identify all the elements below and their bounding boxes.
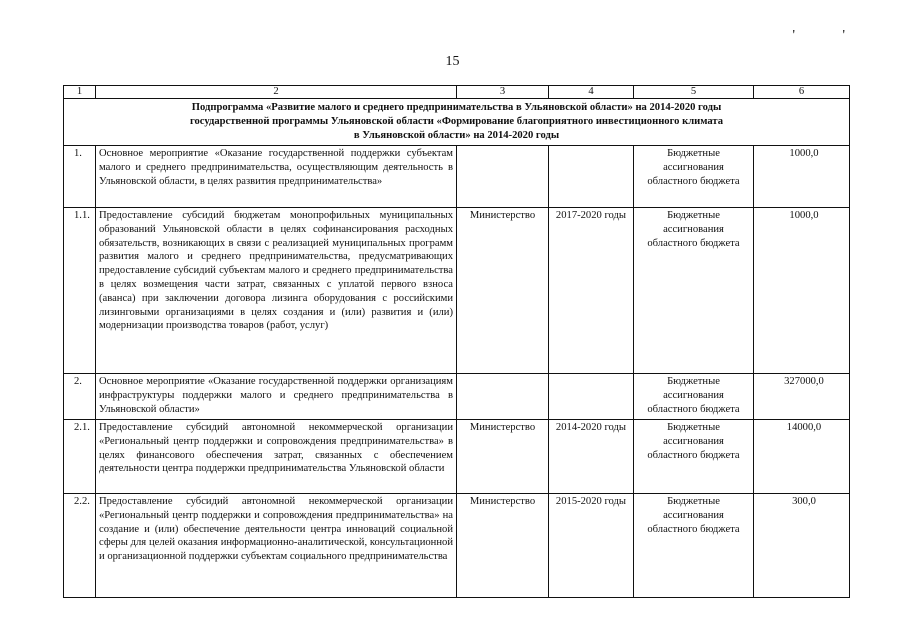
row-period: 2014-2020 годы	[549, 420, 634, 494]
row-description: Предоставление субсидий автономной некоммерческой организации «Региональный центр поддержки и сопровождения предпринимательства» в целях финансового обеспечения затрат, связанных с обеспечением деятельности центра поддержки предпринимательства Ульяновской области	[96, 420, 457, 494]
table-row	[64, 146, 850, 208]
row-description: Основное мероприятие «Оказание государственной поддержки субъектам малого и среднего предпринимательства, осуществляющим деятельность в Ульяновской области, в целях развития предпринимательства»	[96, 146, 457, 208]
row-description: Предоставление субсидий бюджетам монопрофильных муниципальных образований Ульяновской области в целях софинансирования расходных обязательств, возникающих в связи с реализацией муниципальных программ развития малого и среднего предпринимательства, предусматривающих предоставление субсидий субъектам малого и среднего предпринимательства в целях возмещения части затрат, связанных с уплатой первого взноса (аванса) при заключении договора лизинга оборудования с российскими лизинговыми организациями в целях создания и (или) развития и (или) модернизации производства товаров (работ, услуг)	[96, 208, 457, 374]
row-amount: 1000,0	[754, 208, 850, 374]
row-executor	[457, 146, 549, 208]
table-row	[64, 494, 850, 598]
column-number: 2	[96, 86, 457, 99]
corner-marks: ' '	[792, 28, 867, 43]
row-period: 2015-2020 годы	[549, 494, 634, 598]
subprogram-title-line: в Ульяновской области» на 2014-2020 годы	[353, 130, 560, 141]
row-period: 2017-2020 годы	[549, 208, 634, 374]
row-amount: 14000,0	[754, 420, 850, 494]
column-number: 1	[64, 86, 96, 99]
row-number: 1.1.	[64, 208, 96, 374]
table-row	[64, 208, 850, 374]
subprogram-title-row	[64, 99, 850, 146]
row-description: Основное мероприятие «Оказание государственной поддержки организациям инфраструктуры поддержки малого и среднего предпринимательства в Ульяновской области»	[96, 374, 457, 420]
subprogram-title	[64, 99, 850, 146]
row-description: Предоставление субсидий автономной некоммерческой организации «Региональный центр поддержки и сопровождения предпринимательства» на создание и (или) обеспечение деятельности центра инноваций социальной сферы для целей оказания информационно-аналитической, консультационной и организационной поддержки субъектам социального предпринимательства	[96, 494, 457, 598]
table-row	[64, 420, 850, 494]
column-number: 4	[549, 86, 634, 99]
row-amount: 327000,0	[754, 374, 850, 420]
table-row	[64, 374, 850, 420]
row-number: 2.2.	[64, 494, 96, 598]
row-funding-source: Бюджетные ассигнования областного бюджета	[634, 208, 754, 374]
row-executor: Министерство	[457, 208, 549, 374]
row-funding-source: Бюджетные ассигнования областного бюджета	[634, 420, 754, 494]
row-funding-source: Бюджетные ассигнования областного бюджета	[634, 146, 754, 208]
row-executor	[457, 374, 549, 420]
column-number: 3	[457, 86, 549, 99]
row-funding-source: Бюджетные ассигнования областного бюджета	[634, 374, 754, 420]
row-executor: Министерство	[457, 494, 549, 598]
subprogram-title-line: государственной программы Ульяновской области «Формирование благоприятного инвестиционного климата	[189, 116, 724, 127]
row-amount: 1000,0	[754, 146, 850, 208]
row-amount: 300,0	[754, 494, 850, 598]
page-number: 15	[445, 54, 460, 69]
row-number: 1.	[64, 146, 96, 208]
row-period	[549, 146, 634, 208]
row-number: 2.1.	[64, 420, 96, 494]
program-table	[63, 85, 850, 598]
column-number-row	[64, 86, 850, 99]
column-number: 5	[634, 86, 754, 99]
column-number: 6	[754, 86, 850, 99]
subprogram-title-line: Подпрограмма «Развитие малого и среднего предпринимательства в Ульяновской области» на 2014-2020 годы	[191, 102, 722, 113]
row-executor: Министерство	[457, 420, 549, 494]
row-period	[549, 374, 634, 420]
row-funding-source: Бюджетные ассигнования областного бюджета	[634, 494, 754, 598]
row-number: 2.	[64, 374, 96, 420]
